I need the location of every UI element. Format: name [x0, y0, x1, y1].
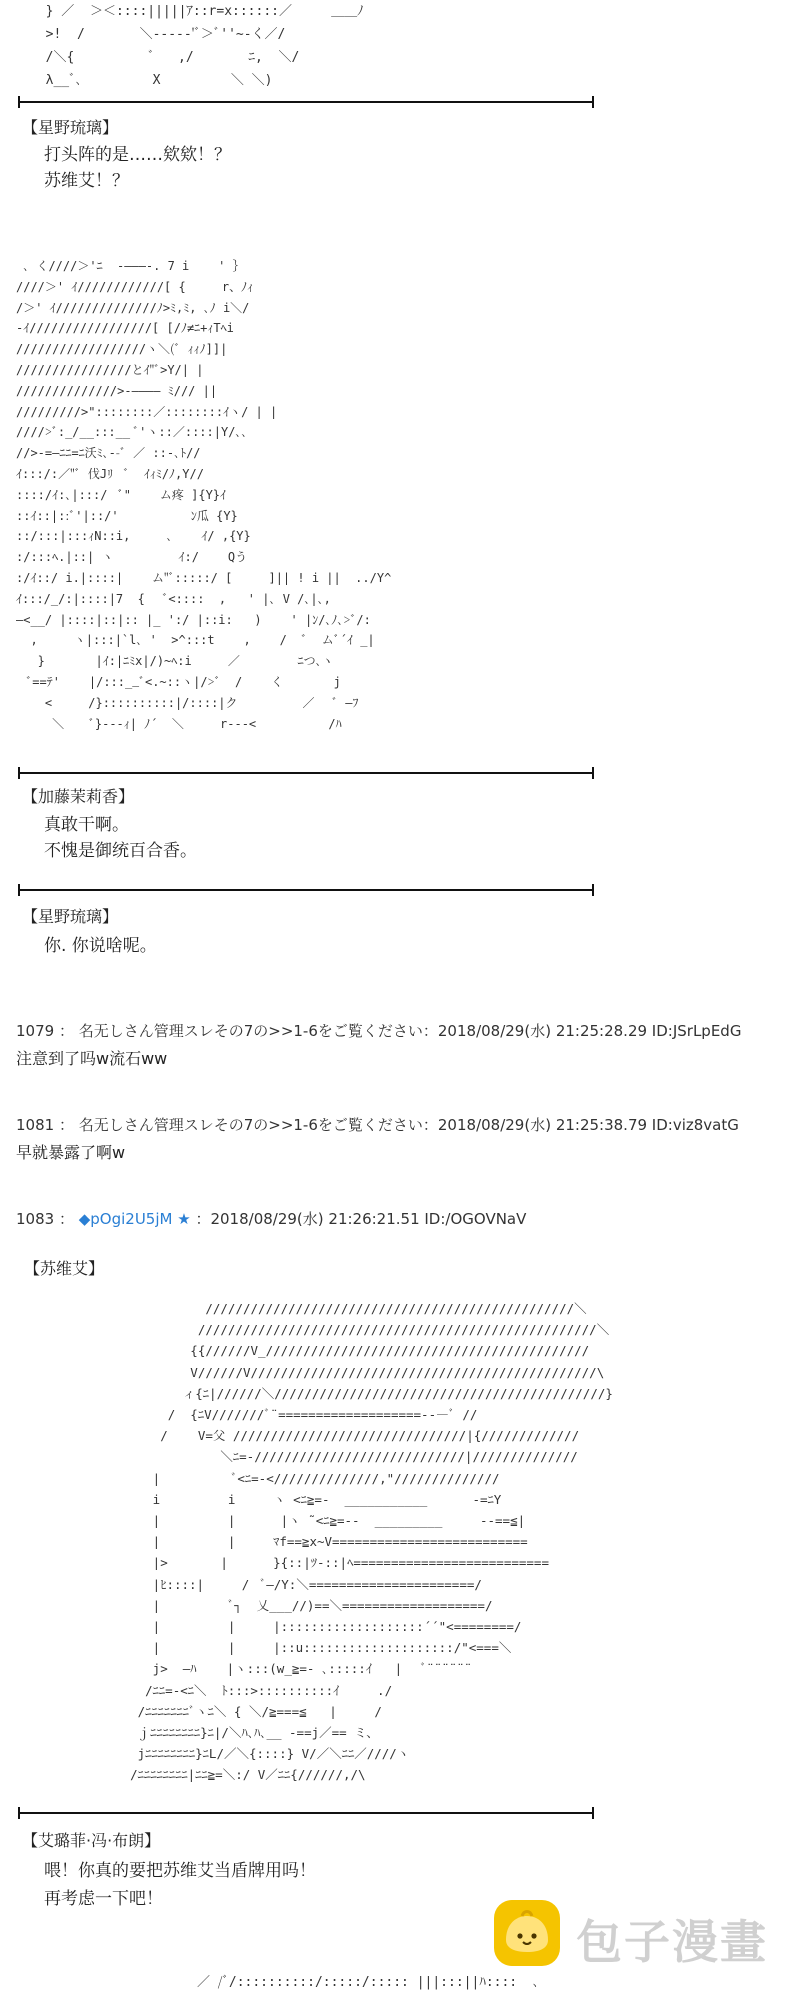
dialogue-line: 你. 你说啥呢。 — [44, 936, 157, 956]
post-body: 注意到了吗w流石ww — [16, 1049, 168, 1068]
poster-trip-link[interactable]: ◆pOgi2U5jM ★ — [78, 1210, 191, 1228]
dialogue-line: 打头阵的是……欸欸！？ — [44, 145, 231, 165]
speaker-label: 【星野琉璃】 — [22, 118, 119, 137]
post-header — [16, 1208, 526, 1229]
watermark-text: 包子漫畫 — [576, 1915, 768, 1969]
dialogue-line: 不愧是御统百合香。 — [44, 841, 197, 861]
post-meta: ：2018/08/29(水) 21:26:21.51 ID:/OGOVNaV — [195, 1210, 527, 1228]
speaker-label: 【艾璐菲·冯·布朗】 — [22, 1831, 161, 1850]
watermark — [492, 1898, 774, 1968]
post-header: 1081 ： 名无しさん管理スレその7の>>1-6をご覧ください：2018/08/29(水) 21:25:38.79 ID:viz8vatG — [16, 1116, 739, 1134]
separator — [18, 96, 594, 108]
separator — [18, 1807, 594, 1819]
post-number: 1083 ： — [16, 1210, 74, 1228]
steamed-bun-logo-icon — [492, 1898, 562, 1968]
separator — [18, 884, 594, 896]
ascii-art-kato: ､ く////＞'ﾆ -―――‐. 7 i ' ｝ ////＞' ｲ////////////[ { r、ﾉｨ /＞' ｲ//////////////ﾉ>ﾐ,ﾐ, ､ﾉ i＼/ -ｲ/////////////////[ [/ﾉ≠ﾆ+ｨTﾍi //////////////////ヽ＼(ﾞ ｨｨﾉ]]| ////////////////とｲ"ﾞ>Y/| | //////////////>-―――― ﾐ/// || /////////>"::::::::／::::::::ｲヽ/ | | ////>ﾞ:_/__:::__ ﾞ'ヽ::／::::|Y/､､ //>-=―ﾆﾆ=ﾆ沃ﾐ､--ﾞ ／ ::-､ﾄ// ｲ:::/:／"ﾞ 伐Jﾘ ﾞ ｲｨﾐ/ﾉ,Y// ::::/ｲ:､|:::/ ﾞ" ム疼 ]{Y}ｲ ::ｲ::|::ﾞ'|::/' ﾝ瓜 {Y} ::/:::|:::ｨN::i, ､ ｲ/ ,{Y} :/:::ﾍ.|::| ヽ ｲ:/ Qう :/ｲ::/ i.|::::| ム"ﾞ:::::/ [ ]|| ! i || ../Y^ ｲ:::/_/:|::::|7 { ﾞ<:::: , ' |､ V /､|､, ―<__/ |::::|::|:: |_ ':/ |::i: ) ' |ﾝ/､ﾉ､>ﾞ/: , ヽ|:::|`l､ ' >^:::t , / ﾞ ムﾞ´ｲ _| } |ｲ:|ﾆﾐx|/)~ﾍ:i ／ ﾆつ､ヽ ﾞ==ﾃ' |/:::__ﾞ<.~::ヽ|/>ﾞ / く j < /}::::::::::|/::::|ク ／ ﾞ ―ﾌ ＼ ﾞ}---ｨ| ﾉ´ ＼ r---< /ﾊ — [16, 259, 392, 731]
post-header: 1079 ： 名无しさん管理スレその7の>>1-6をご覧ください：2018/08/29(水) 21:25:28.29 ID:JSrLpEdG — [16, 1022, 742, 1040]
ascii-art-suvie: /////////////////////////////////////////////////＼ /////////////////////////////////////////////////////＼ {{//////V_/////////////////////////////////////////// V//////V//////////////////////////////////////////////\ ィ{ﾆ|//////＼////////////////////////////////////////////} / {ﾆV///////ﾞ¨===================--―ﾞ // / V=父 ///////////////////////////////|{///////////// ＼ﾆ=-////////////////////////////|////////////// | ﾞ<ﾆ=-<//////////////,"////////////// i i ヽ <ﾆ≧=- ___________ -=ﾆY | | |ヽ ˜<ﾆ≧=-- _________ --==≦| | | ﾏf==≧x~V========================== |> | }{::|ﾂ-::|ﾍ========================== |ﾋ::::| / ﾞ―/Y:＼======================/ | ﾞ┐ 乂___//)==＼===================/ | | |:::::::::::::::::::´´"<========/ | | |::u::::::::::::::::::::/"<===＼ j> ―ﾊ |ヽ:::(w_≧=- ､:::::ｲ | ﾞ¨¨¨¨¨¨ /ﾆﾆ=-<ﾆ＼ ﾄ:::>::::::::::ｲ ./ /ﾆﾆﾆﾆﾆﾆﾆﾞヽﾆ＼ { ＼/≧===≦ | / ｊﾆﾆﾆﾆﾆﾆﾆﾆ}ﾆ|/＼ﾊ､ﾊ､__ -==j／== ミ、 jﾆﾆﾆﾆﾆﾆﾆﾆ}ﾆL/／＼{::::} V/／＼ﾆﾆ／////ヽ /ﾆﾆﾆﾆﾆﾆﾆﾆ|ﾆﾆ≧=＼:/ V／ﾆﾆ{//////,/\ — [130, 1301, 613, 1783]
post-body: 早就暴露了啊w — [16, 1143, 126, 1162]
speaker-label: 【星野琉璃】 — [22, 907, 119, 926]
ascii-art-top: } ／ ＞＜::::|||||ｱ::r=x::::::／ ＿＿ﾉ >! / ＼-----'ﾞ＞ﾞ''~-く／/ /＼{ ﾞ ,/ ﾆ, ＼/ λ__ﾞ､ X ＼ ＼) — [45, 4, 364, 88]
ascii-art-bottom: ／ /ﾞ/::::::::::/:::::/::::: |||:::||ﾊ:::: ､ — [150, 1975, 540, 1990]
dialogue-line: 喂！你真的要把苏维艾当盾牌用吗！ — [44, 1861, 316, 1881]
dialogue-line: 真敢干啊。 — [44, 815, 129, 835]
speaker-label: 【苏维艾】 — [24, 1259, 105, 1278]
dialogue-line: 再考虑一下吧！ — [44, 1889, 163, 1909]
separator — [18, 767, 594, 779]
speaker-label: 【加藤茉莉香】 — [22, 787, 135, 806]
dialogue-line: 苏维艾！？ — [44, 171, 129, 191]
